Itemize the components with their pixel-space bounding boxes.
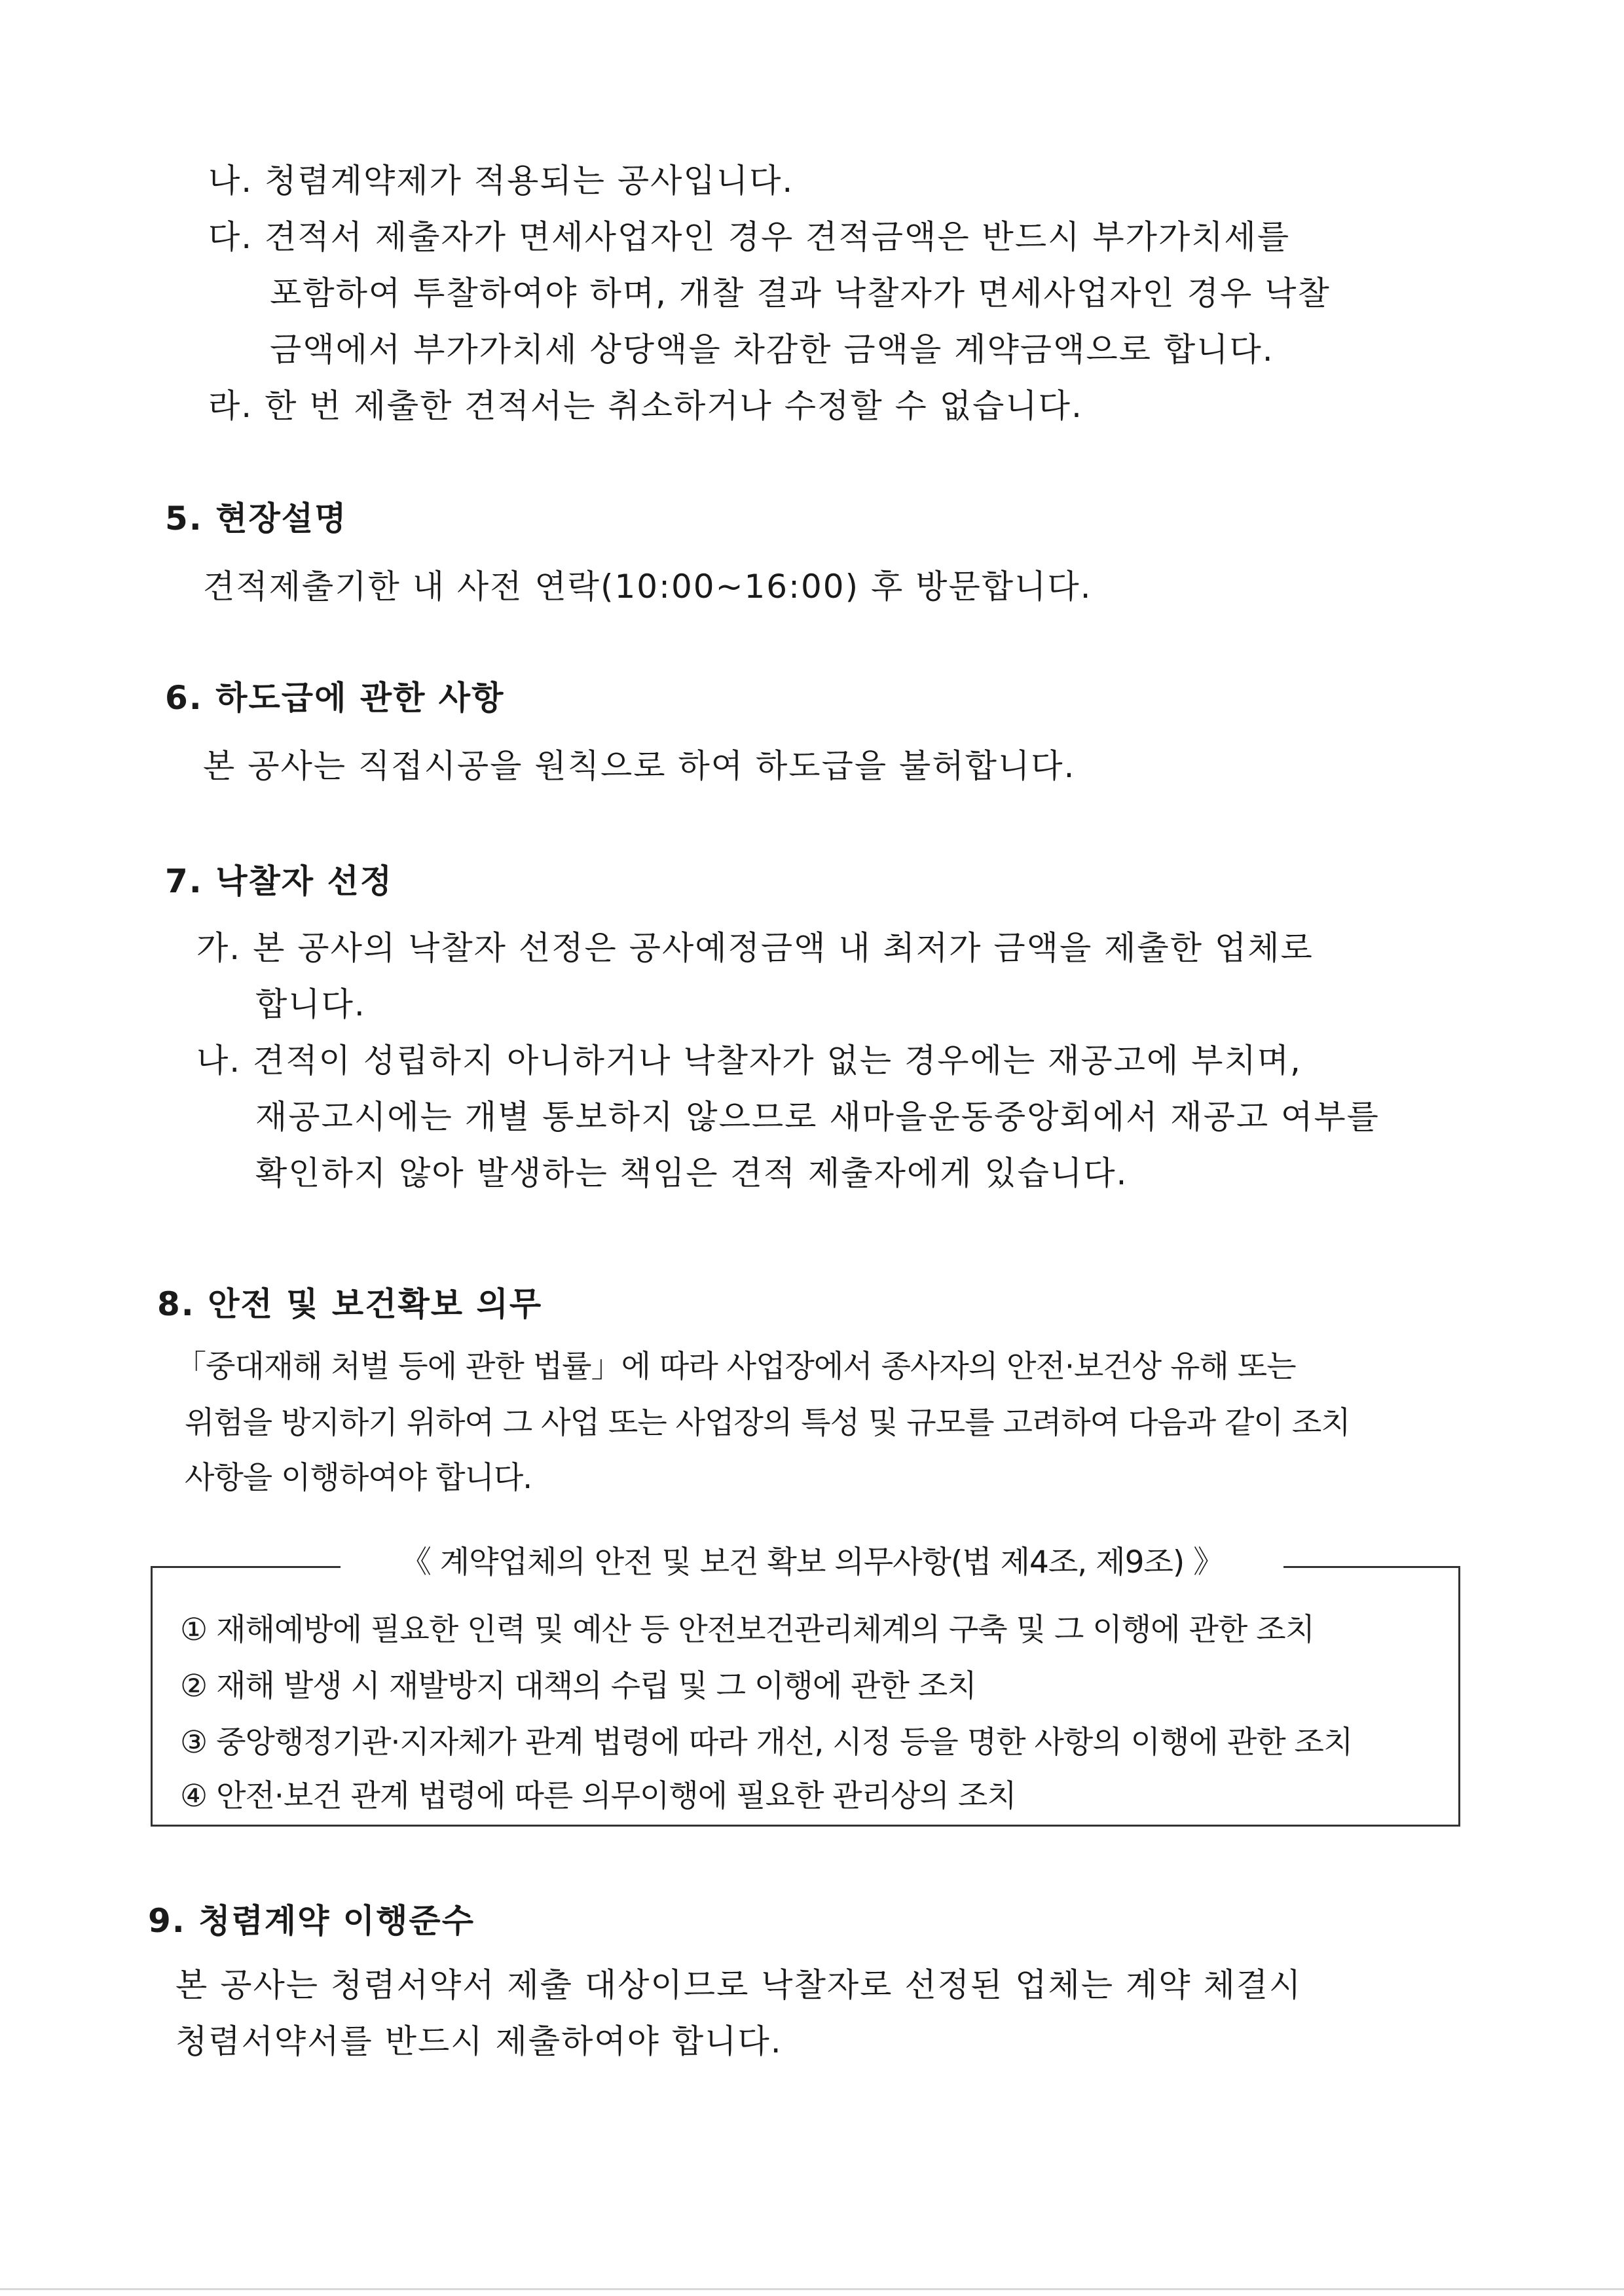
- section-body: 본 공사는 직접시공을 원칙으로 하여 하도급을 불허합니다.: [203, 747, 1076, 785]
- sec4-item-da: 다. 견적서 제출자가 면세사업자인 경우 견적금액은 반드시 부가가치세를: [208, 218, 1291, 256]
- sec4-item-na: 나. 청렴계약제가 적용되는 공사입니다.: [208, 162, 794, 200]
- section-heading: 8. 안전 및 보건확보 의무: [157, 1285, 543, 1323]
- sec4-item-da-cont: 포함하여 투찰하여야 하며, 개찰 결과 낙찰자가 면세사업자인 경우 낙찰: [270, 274, 1331, 312]
- obligation-item: ① 재해예방에 필요한 인력 및 예산 등 안전보건관리체계의 구축 및 그 이행에 관한 조치: [180, 1612, 1315, 1648]
- sec7-item-ga-cont: 합니다.: [255, 985, 366, 1023]
- section-heading: 6. 하도급에 관한 사항: [165, 679, 505, 717]
- sec7-item-na: 나. 견적이 성립하지 아니하거나 낙찰자가 없는 경우에는 재공고에 부치며,: [196, 1042, 1302, 1080]
- section-body: 견적제출기한 내 사전 연락(10:00~16:00) 후 방문합니다.: [203, 568, 1092, 606]
- sec4-item-ra: 라. 한 번 제출한 견적서는 취소하거나 수정할 수 없습니다.: [208, 387, 1083, 425]
- obligation-item: ② 재해 발생 시 재발방지 대책의 수립 및 그 이행에 관한 조치: [180, 1668, 976, 1704]
- section-body-line: 위험을 방지하기 위하여 그 사업 또는 사업장의 특성 및 규모를 고려하여 다음과 같이 조치: [185, 1405, 1350, 1441]
- scan-edge-divider: [0, 2288, 1624, 2290]
- section-heading: 5. 현장설명: [165, 500, 348, 538]
- obligation-box-title: 《 계약업체의 안전 및 보건 확보 의무사항(법 제4조, 제9조) 》: [341, 1542, 1283, 1583]
- section-body-line: 본 공사는 청렴서약서 제출 대상이므로 낙찰자로 선정된 업체는 계약 체결시: [175, 1966, 1302, 2004]
- section-heading: 9. 청렴계약 이행준수: [148, 1902, 475, 1940]
- sec7-item-ga: 가. 본 공사의 낙찰자 선정은 공사예정금액 내 최저가 금액을 제출한 업체로: [196, 929, 1314, 967]
- obligation-item: ③ 중앙행정기관·지자체가 관계 법령에 따라 개선, 시정 등을 명한 사항의 이행에 관한 조치: [180, 1724, 1353, 1760]
- sec7-item-na-cont: 확인하지 않아 발생하는 책임은 견적 제출자에게 있습니다.: [255, 1154, 1128, 1192]
- section-body-line: 사항을 이행하여야 합니다.: [185, 1460, 532, 1496]
- sec4-item-da-cont: 금액에서 부가가치세 상당액을 차감한 금액을 계약금액으로 합니다.: [270, 331, 1274, 369]
- obligation-item: ④ 안전·보건 관계 법령에 따른 의무이행에 필요한 관리상의 조치: [180, 1778, 1016, 1814]
- sec7-item-na-cont: 재공고시에는 개별 통보하지 않으므로 새마을운동중앙회에서 재공고 여부를: [255, 1098, 1380, 1136]
- section-body-line: 청렴서약서를 반드시 제출하여야 합니다.: [175, 2022, 783, 2060]
- section-body-line: 「중대재해 처벌 등에 관한 법률」에 따라 사업장에서 종사자의 안전·보건상 유해 또는: [175, 1349, 1296, 1385]
- section-heading: 7. 낙찰자 선정: [165, 862, 394, 900]
